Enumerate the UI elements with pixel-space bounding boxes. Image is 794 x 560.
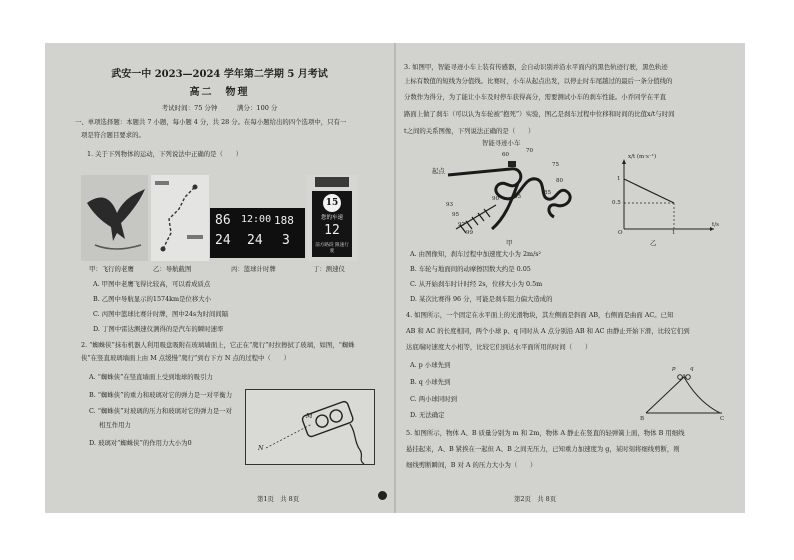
exam-title: 武安一中 2023—2024 学年第二学期 5 月考试 bbox=[111, 69, 328, 80]
scoreboard-game-clock: 12:00 bbox=[241, 214, 272, 225]
track-score-65: 65 bbox=[514, 194, 521, 200]
q1-option-b: B. 乙图中导航显示的1574km是位移大小 bbox=[93, 295, 212, 303]
eagle-icon bbox=[81, 175, 148, 261]
scoreboard-shot-clock: 24 bbox=[247, 233, 263, 248]
right-page bbox=[396, 43, 745, 513]
q5-line3: 细线剪断瞬间，B 对 A 的压力大小为（ ） bbox=[406, 461, 537, 469]
q1-option-a: A. 甲图中老鹰飞得比较高，可以看成质点 bbox=[93, 280, 211, 288]
q4-option-d: D. 无法确定 bbox=[410, 411, 445, 419]
q3-option-b: B. 车轮与地面间的动摩擦因数大约是 0.05 bbox=[410, 265, 531, 273]
graph-caption: 乙 bbox=[650, 239, 657, 247]
xt-graph bbox=[610, 155, 720, 237]
scoreboard-left-bottom: 24 bbox=[215, 233, 231, 248]
q4-line2: AB 和 AC 的长度相同，两个小球 p、q 同时从 A 点分别沿 AB 和 AC 由静止开始下滑，比较它们到 bbox=[406, 327, 690, 335]
track-score-99: 99 bbox=[466, 230, 473, 236]
navigation-screenshot bbox=[151, 175, 209, 261]
right-page-footer: 第2页 共 8页 bbox=[514, 495, 557, 503]
left-page-footer: 第1页 共 8页 bbox=[257, 495, 300, 503]
basketball-scoreboard bbox=[210, 208, 305, 258]
q2-option-d: D. 玻璃对“蜘蛛侠”的作用力大小为0 bbox=[89, 439, 192, 447]
exam-info: 考试时间：75 分钟 满分：100 分 bbox=[161, 104, 278, 112]
q3-option-a: A. 由图像知，刹车过程中加速度大小为 2m/s² bbox=[410, 250, 542, 258]
radar-speed-sign bbox=[307, 175, 357, 261]
car-icon bbox=[508, 161, 516, 167]
graph-x-tick-1: 1 bbox=[672, 230, 676, 236]
label-b: B bbox=[640, 416, 645, 422]
q4-line1: 4. 如图所示，一个固定在水平面上的光滑物块，其左侧面是斜面 AB，右侧面是曲面 AC。已知 bbox=[406, 311, 674, 319]
graph-y-axis-label: x/t (m·s⁻¹) bbox=[628, 154, 657, 160]
track-score-60: 60 bbox=[502, 152, 509, 158]
q4-line3: 达底端时速度大小相等，比较它们到达水平面所用的时间（ ） bbox=[406, 343, 592, 351]
subject-title: 高二 物理 bbox=[189, 87, 250, 98]
question-1-stem: 1. 关于下列物体的运动，下列说法中正确的是（ ） bbox=[87, 150, 243, 158]
track-score-75: 75 bbox=[552, 162, 559, 168]
track-score-85: 85 bbox=[544, 190, 551, 196]
route-map-icon bbox=[151, 175, 209, 261]
q2-option-c-cont: 相互作用力 bbox=[99, 421, 131, 429]
sign-lamps bbox=[315, 177, 349, 187]
q2-option-a: A. “蜘蛛侠”在竖直墙面上受到地球的吸引力 bbox=[89, 373, 213, 381]
q4-option-a: A. p 小球先到 bbox=[410, 361, 451, 369]
scoreboard-home-score: 86 bbox=[215, 213, 231, 228]
track-start-label: 起点 bbox=[432, 167, 445, 175]
q1-option-c: C. 丙图中篮球比赛计时牌，图中24s为时间间隔 bbox=[93, 310, 229, 318]
track-score-93: 93 bbox=[446, 202, 453, 208]
caption-eagle: 甲：飞行的老鹰 bbox=[89, 265, 134, 273]
sign-speed-value: 12 bbox=[324, 223, 340, 238]
eagle-photo bbox=[81, 175, 148, 261]
q3-option-d: D. 某次比赛得 96 分，可能是刹车阻力偏大造成的 bbox=[410, 295, 553, 303]
q3-line4: 路面上做了刹车（可以认为车轮被“抱死”）实验，图乙是刹车过程中位移和时间的比值x/t与时间 bbox=[404, 110, 675, 118]
caption-scoreboard: 丙：篮球计时牌 bbox=[231, 265, 276, 273]
q4-option-c: C. 两小球同时到 bbox=[410, 395, 458, 403]
left-page bbox=[45, 43, 394, 513]
q3-option-c: C. 从开始刹车时计时经 2s，位移大小为 0.5m bbox=[410, 280, 543, 288]
q3-line1: 3. 如图甲，智能寻迹小车上装有传感器，会自动识别并沿水平面内的黑色轨迹行驶，黑色轨迹 bbox=[404, 63, 668, 71]
track-score-95: 95 bbox=[452, 212, 459, 218]
q3-line2: 上标有数值的短线为分值线。比赛时，小车从起点出发，以停止时车尾越过的最后一条分值线的 bbox=[404, 77, 673, 85]
question-2-stem-line1: 2. “蜘蛛侠”抹布机器人利用吸盘吸附在玻璃墙面上，它正在“爬行”时拉擦拭了玻璃，如图，“蜘蛛 bbox=[81, 341, 355, 349]
wall-robot-figure bbox=[245, 389, 375, 465]
track-caption: 甲 bbox=[506, 239, 513, 247]
spider-robot-icon bbox=[246, 390, 374, 464]
q4-option-b: B. q 小球先到 bbox=[410, 378, 451, 386]
q2-option-b: B. “蜘蛛侠”的重力和玻璃对它的弹力是一对平衡力 bbox=[89, 391, 233, 399]
track-score-70: 70 bbox=[526, 148, 533, 154]
sign-note: 前方路段 限速行驶 bbox=[315, 243, 349, 254]
q5-line2: 悬挂起来，A、B 紧挨在一起但 A、B 之间无压力，已知重力加速度为 g，某时刻将细线剪断，则 bbox=[406, 445, 680, 453]
sign-speed-label: 您的车速 bbox=[320, 215, 343, 221]
track-score-80: 80 bbox=[556, 178, 563, 184]
section-instructions-line2: 项是符合题目要求的。 bbox=[81, 131, 145, 139]
caption-navigation: 乙：导航截图 bbox=[153, 265, 192, 273]
label-a: A bbox=[682, 374, 686, 380]
graph-origin: O bbox=[618, 230, 623, 236]
scoreboard-guest-score: 188 bbox=[274, 214, 294, 227]
graph-y-tick-05: 0.5 bbox=[612, 200, 621, 206]
label-p: p bbox=[672, 366, 676, 372]
speed-limit-circle bbox=[323, 194, 341, 212]
punch-hole-mark bbox=[378, 491, 387, 500]
label-m: M bbox=[306, 412, 313, 420]
label-n: N bbox=[258, 444, 264, 452]
q5-line1: 5. 如图所示，物体 A、B 质量分别为 m 和 2m，物体 A 静止在竖直的轻弹簧上面，物体 B 用细线 bbox=[406, 429, 685, 437]
track-figure-title: 智能寻迹小车 bbox=[482, 139, 521, 147]
q3-line5: t之间的关系图像，下列说法正确的是（ ） bbox=[404, 127, 535, 135]
track-score-90: 90 bbox=[492, 196, 499, 202]
speed-limit-number: 15 bbox=[325, 198, 339, 208]
q2-option-c: C. “蜘蛛侠”对玻璃的压力和玻璃对它的弹力是一对 bbox=[89, 407, 233, 415]
graph-y-tick-1: 1 bbox=[617, 176, 621, 182]
caption-speed-sign: 丁：测速仪 bbox=[313, 265, 345, 273]
section-instructions-line1: 一、单项选择题：本题共 7 小题，每小题 4 分，共 28 分。在每小题给出的四个选项中，只有一 bbox=[75, 118, 347, 126]
label-q: q bbox=[690, 366, 694, 372]
question-2-stem-line2: 侠”在竖直玻璃墙面上由 M 点缓慢“爬行”到右下方 N 点的过程中（ ） bbox=[81, 354, 290, 362]
q3-line3: 分数作为得分，为了能让小车及时停车获得高分，需要测试小车的刹车性能。小乔同学在平直 bbox=[404, 93, 667, 101]
q1-option-d: D. 丁图中雷达测速仪测得的是汽车的瞬时速率 bbox=[93, 325, 224, 333]
label-c: C bbox=[720, 416, 725, 422]
graph-x-axis-label: t/s bbox=[712, 222, 719, 228]
exam-sheet bbox=[45, 43, 745, 513]
track-score-97: 97 bbox=[458, 222, 465, 228]
scoreboard-period: 3 bbox=[282, 233, 290, 248]
sign-panel bbox=[312, 191, 352, 257]
